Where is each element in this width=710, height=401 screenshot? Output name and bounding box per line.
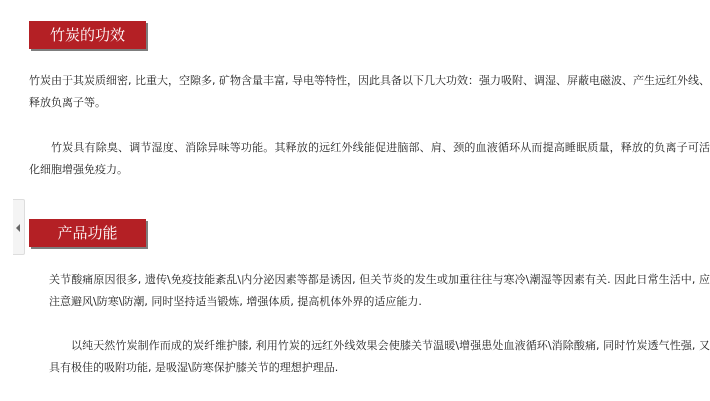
- paragraph-joint-pain-causes: 关节酸痛原因很多, 遗传\免疫技能紊乱\内分泌因素等都是诱因, 但关节炎的发生或加重往往与寒冷\潮湿等因素有关. 因此日常生活中, 应注意避风\防寒\防潮, 同时坚持适当锻炼, 增强体质, 提高机体外界的适应能力.: [49, 273, 710, 308]
- paragraph-effects-intro: 竹炭由于其炭质细密, 比重大，空隙多, 矿物含量丰富, 导电等特性，因此具备以下几大功效：强力吸附、调湿、屏蔽电磁波、产生远红外线、释放负离子等。: [29, 74, 710, 109]
- side-collapse-tab[interactable]: [13, 199, 25, 255]
- paragraph-knee-pad-benefits: 以纯天然竹炭制作而成的炭纤维护膝, 利用竹炭的远红外线效果会使膝关节温暖\增强患处血液循环\消除酸痛, 同时竹炭透气性强, 又具有极佳的吸附功能, 是吸湿\防寒保护膝关节的理想护理品.: [49, 339, 710, 374]
- section-title-product-functions: 产品功能: [29, 219, 146, 247]
- section-title-bamboo-charcoal-effects: 竹炭的功效: [29, 21, 146, 49]
- chevron-left-icon: [16, 224, 20, 232]
- paragraph-effects-detail: 竹炭具有除臭、调节湿度、消除异味等功能。其释放的远红外线能促进脑部、肩、颈的血液循环从而提高睡眠质量，释放的负离子可活化细胞增强免疫力。: [29, 141, 710, 176]
